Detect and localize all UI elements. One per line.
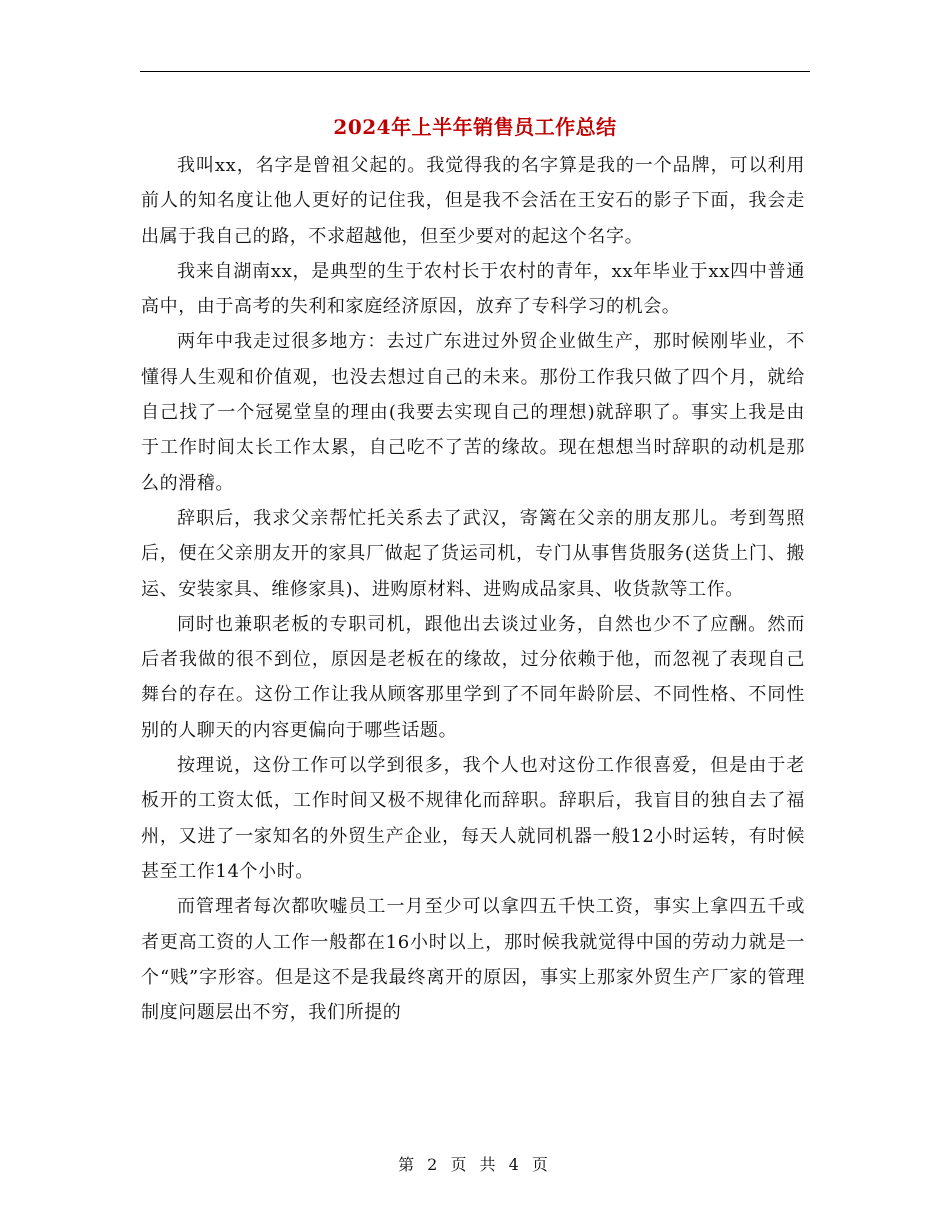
header-rule (140, 71, 810, 72)
paragraph: 我来自湖南xx，是典型的生于农村长于农村的青年，xx年毕业于xx四中普通高中，由于高考的失利和家庭经济原因，放弃了专科学习的机会。 (141, 260, 805, 318)
paragraph: 辞职后，我求父亲帮忙托关系去了武汉，寄篱在父亲的朋友那儿。考到驾照后，便在父亲朋友开的家具厂做起了货运司机，专门从事售货服务(送货上门、搬运、安装家具、维修家具)、进购原材料、进购成品家具、收货款等工作。 (141, 507, 805, 600)
paragraph: 而管理者每次都吹嘘员工一月至少可以拿四五千快工资，事实上拿四五千或者更高工资的人工作一般都在16小时以上，那时候我就觉得中国的劳动力就是一个“贱”字形容。但是这不是我最终离开的原因，事实上那家外贸生产厂家的管理制度问题层出不穷，我们所提的 (141, 896, 805, 1024)
paragraph: 按理说，这份工作可以学到很多，我个人也对这份工作很喜爱，但是由于老板开的工资太低，工作时间又极不规律化而辞职。辞职后，我盲目的独自去了福州，又进了一家知名的外贸生产企业，每天人就同机器一般12小时运转，有时候甚至工作14个小时。 (141, 755, 805, 882)
paragraph: 同时也兼职老板的专职司机，跟他出去谈过业务，自然也少不了应酬。然而后者我做的很不到位，原因是老板在的缘故，过分依赖于他，而忽视了表现自己舞台的存在。这份工作让我从顾客那里学到了不同年龄阶层、不同性格、不同性别的人聊天的内容更偏向于哪些话题。 (141, 613, 805, 741)
page-number-footer: 第 2 页 共 4 页 (398, 1155, 552, 1174)
document-body (141, 148, 805, 1030)
paragraph: 两年中我走过很多地方：去过广东进过外贸企业做生产，那时候刚毕业，不懂得人生观和价值观，也没去想过自己的未来。那份工作我只做了四个月，就给自己找了一个冠冕堂皇的理由(我要去实现自己的理想)就辞职了。事实上我是由于工作时间太长工作太累，自己吃不了苦的缘故。现在想想当时辞职的动机是那么的滑稽。 (141, 331, 805, 494)
paragraph: 我叫xx，名字是曾祖父起的。我觉得我的名字算是我的一个品牌，可以利用前人的知名度让他人更好的记住我，但是我不会活在王安石的影子下面，我会走出属于我自己的路，不求超越他，但至少要对的起这个名字。 (141, 155, 805, 247)
document-title: 2024年上半年销售员工作总结 (333, 115, 617, 139)
